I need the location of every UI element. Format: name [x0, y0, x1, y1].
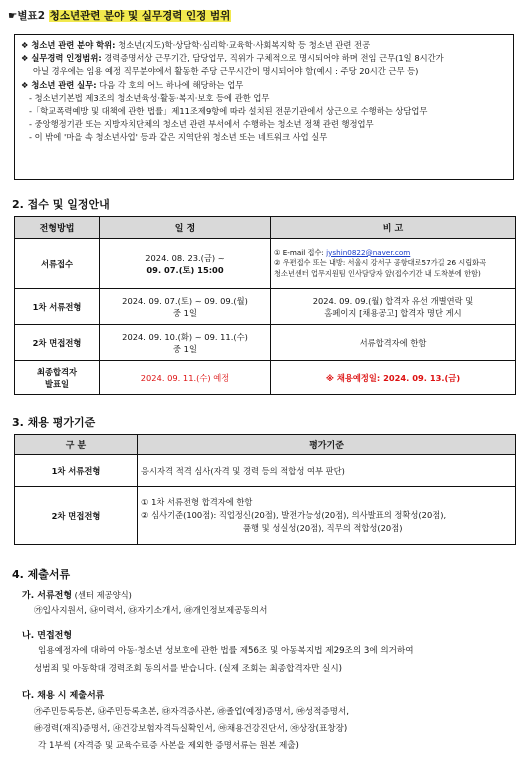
row-date: 중 1일: [173, 307, 197, 318]
practice-item: - 중앙행정기관 또는 지방자치단체의 청소년 관련 부서에서 수행하는 청소년 정책 관련 행정업무: [29, 119, 374, 130]
row-name: 1차 서류전형: [15, 289, 100, 325]
row-date: 09. 07.(토) 15:00: [146, 264, 224, 275]
row-name: 2차 면접전형: [15, 487, 138, 545]
section2-title: 2. 접수 및 일정안내: [12, 198, 110, 211]
subsection-a-note: (센터 제공양식): [72, 590, 132, 600]
subsection-b-head: 나. 면접전형: [22, 631, 73, 641]
mail-info: 청소년센터 업무지원팀 인사담당자 앞(접수기간 내 도착분에 한함): [274, 268, 481, 278]
table-row: [15, 455, 516, 487]
evaluation-table: [14, 434, 516, 545]
annex-title: [8, 8, 231, 23]
docs-list: ㉮주민등록등본, ㉯주민등록초본, ㉰자격증사본, ㉱졸업(예정)증명서, ㉲성적증명서,: [34, 707, 350, 717]
row-note: 홈페이지 [채용공고] 합격자 명단 게시: [324, 307, 462, 318]
row-note: 서류합격자에 한함: [271, 325, 516, 361]
practice-head: ❖ 청소년 관련 실무:: [21, 79, 97, 90]
row-criteria: 품행 및 성실성(20점), 직무의 적합성(20점): [243, 523, 403, 533]
practice-text: 다음 각 호의 어느 하나에 해당하는 업무: [96, 79, 244, 90]
email-label: ① E-mail 접수:: [274, 247, 327, 257]
table-row: [15, 239, 516, 289]
career-text: 경력증명서상 근무기간, 담당업무, 직위가 구체적으로 명시되어야 하며 전임 근무(1일 8시간가: [101, 53, 444, 64]
career-head: ❖ 실무경력 인정범위:: [21, 53, 102, 64]
docs-text: 성범죄 및 아동학대 경력조회 동의서를 받습니다. (실제 조회는 최종합격자만 실시): [34, 664, 342, 674]
practice-item: - 청소년기본법 제3조의 청소년육성·활동·복지·보호 등에 관한 업무: [29, 92, 270, 103]
row-date: 중 1일: [173, 343, 197, 354]
row-note: 2024. 09. 09.(월) 합격자 유선 개별연락 및: [312, 295, 474, 306]
table-row: [15, 325, 516, 361]
row-name: 최종합격자: [36, 366, 78, 377]
row-name: 서류접수: [15, 239, 100, 289]
practice-item: - 이 밖에 '마을 속 청소년사업' 등과 같은 지역단위 청소년 또는 네트워크 사업 실무: [29, 132, 328, 143]
email-link[interactable]: jyshin0822@naver.com: [326, 247, 411, 257]
col-header: 평가기준: [138, 435, 516, 455]
row-criteria: ② 심사기준(100점): 직업정신(20점), 발전가능성(20점), 의사발표의 정확성(20점),: [141, 510, 447, 520]
row-date: 2024. 09. 07.(토) ~ 09. 09.(월): [122, 295, 248, 306]
row-name: 발표일: [44, 378, 70, 389]
annex-heading: 청소년관련 분야 및 실무경력 인정 범위: [49, 10, 231, 22]
col-header: 구 분: [15, 435, 138, 455]
field-head: ❖ 청소년 관련 분야 학위:: [21, 40, 116, 50]
row-date: 2024. 09. 10.(화) ~ 09. 11.(수): [122, 331, 248, 342]
col-header: 전형방법: [15, 217, 100, 239]
docs-list: ㉳경력(재직)증명서, ㉴건강보험자격득실확인서, ㉵채용건강진단서, ㉶상장(표창장): [34, 724, 348, 734]
subsection-a-head: 가. 서류전형: [22, 591, 73, 601]
docs-text: 임용예정자에 대하여 아동·청소년 성보호에 관한 법률 제56조 및 아동복지법 제29조의 3에 의거하여: [38, 646, 414, 656]
row-note: ※ 채용예정일: 2024. 09. 13.(금): [271, 361, 516, 395]
criteria-box: [14, 34, 514, 180]
row-criteria: 응시자격 적격 심사(자격 및 경력 등의 적합성 여부 판단): [138, 455, 516, 487]
row-criteria: ① 1차 서류전형 합격자에 한함: [141, 497, 253, 507]
career-text2: 아닐 경우에는 임용 예정 직무분야에서 활동한 주당 근무시간이 명시되어야 함(예시 : 주당 20시간 근무 등): [33, 66, 419, 77]
row-date: 2024. 09. 11.(수) 예정: [100, 361, 271, 395]
table-row: [15, 289, 516, 325]
table-row: [15, 487, 516, 545]
mail-info: ② 우편접수 또는 내방: 서울시 강서구 공항대로57가길 26 시립화곡: [274, 258, 487, 268]
schedule-table: [14, 216, 516, 395]
section4-title: 4. 제출서류: [12, 568, 71, 581]
col-header: 비 고: [271, 217, 516, 239]
row-name: 2차 면접전형: [15, 325, 100, 361]
subsection-a: [22, 588, 132, 601]
col-header: 일 정: [100, 217, 271, 239]
practice-item: -「학교폭력예방 및 대책에 관한 법률」제11조제9항에 따라 설치된 전문기관에서 상근으로 수행하는 상담업무: [29, 106, 428, 117]
field-text: 청소년(지도)학·상담학·심리학·교육학·사회복지학 등 청소년 관련 전공: [115, 40, 371, 50]
subsection-c-head: 다. 채용 시 제출서류: [22, 691, 105, 701]
docs-note: 각 1부씩 (자격증 및 교육수료증 사본을 제외한 증명서류는 원본 제출): [38, 741, 299, 751]
annex-tag: ☛별표2: [8, 10, 46, 22]
row-date: 2024. 08. 23.(금) ~: [145, 252, 225, 263]
docs-list: ㉮입사지원서, ㉯이력서, ㉰자기소개서, ㉱개인정보제공동의서: [34, 606, 268, 616]
section3-title: 3. 채용 평가기준: [12, 416, 96, 429]
table-row: [15, 361, 516, 395]
row-name: 1차 서류전형: [15, 455, 138, 487]
